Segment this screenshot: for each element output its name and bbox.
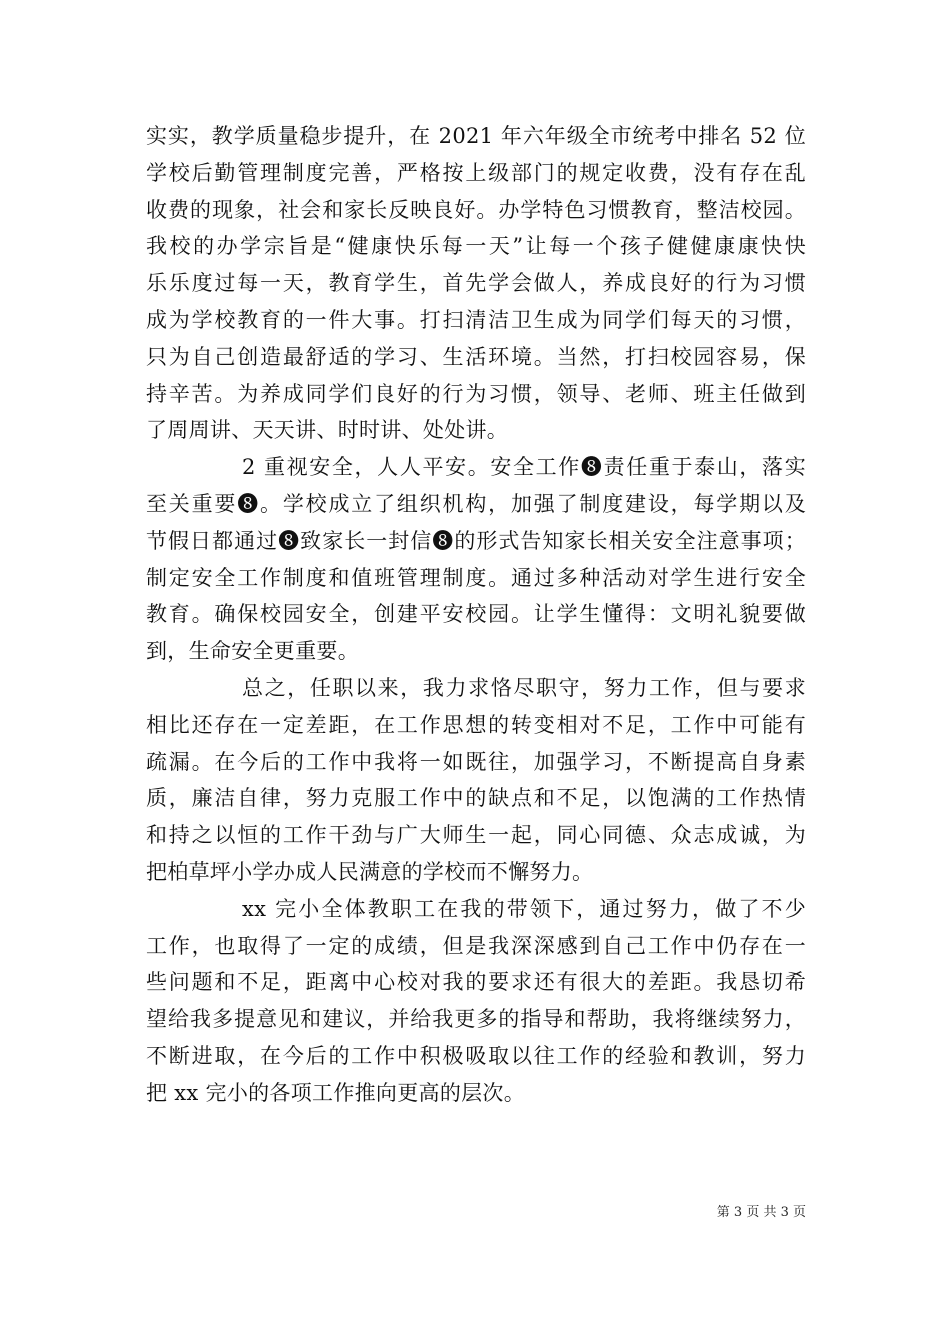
page-number-footer: 第 3 页 共 3 页 [716, 1205, 806, 1220]
text-line: 持辛苦。为养成同学们良好的行为习惯，领导、老师、班主任做到 [146, 381, 806, 406]
text-line: 了周周讲、天天讲、时时讲、处处讲。 [146, 418, 509, 443]
text-line: 2 重视安全，人人平安。安全工作❽责任重于泰山，落实 [242, 455, 806, 480]
text-line: 乐乐度过每一天，教育学生，首先学会做人，养成良好的行为习惯 [146, 271, 806, 296]
text-line: 和持之以恒的工作干劲与广大师生一起，同心同德、众志成诚，为 [146, 823, 806, 848]
text-line: 到，生命安全更重要。 [146, 639, 359, 664]
text-line: 学校后勤管理制度完善，严格按上级部门的规定收费，没有存在乱 [146, 160, 806, 185]
text-line: 质，廉洁自律，努力克服工作中的缺点和不足，以饱满的工作热情 [146, 786, 806, 811]
text-line: 工作，也取得了一定的成绩，但是我深深感到自己工作中仍存在一 [146, 933, 806, 958]
text-line: 疏漏。在今后的工作中我将一如既往，加强学习，不断提高自身素 [146, 749, 806, 774]
text-line: 我校的办学宗旨是“健康快乐每一天”让每一个孩子健健康康快快 [146, 234, 806, 259]
text-line: 些问题和不足，距离中心校对我的要求还有很大的差距。我恳切希 [146, 970, 806, 995]
paragraph-management [146, 118, 806, 449]
paragraph-safety [146, 449, 806, 670]
document-body [146, 118, 806, 1112]
text-line: 总之，任职以来，我力求恪尽职守，努力工作，但与要求 [242, 675, 806, 700]
text-line: 不断进取，在今后的工作中积极吸取以往工作的经验和教训，努力 [146, 1043, 806, 1068]
text-line: 把 xx 完小的各项工作推向更高的层次。 [146, 1080, 526, 1105]
text-line: 制定安全工作制度和值班管理制度。通过多种活动对学生进行安全 [146, 565, 806, 590]
text-line: 节假日都通过❽致家长一封信❽的形式告知家长相关安全注意事项； [146, 528, 806, 553]
text-line: 收费的现象，社会和家长反映良好。办学特色习惯教育，整洁校园。 [146, 197, 806, 222]
text-line: 实实，教学质量稳步提升，在 2021 年六年级全市统考中排名 52 位 [146, 124, 806, 148]
text-line: 教育。确保校园安全，创建平安校园。让学生懂得：文明礼貌要做 [146, 602, 806, 627]
text-line: 相比还存在一定差距，在工作思想的转变相对不足，工作中可能有 [146, 712, 806, 737]
text-line: 至关重要❽。学校成立了组织机构，加强了制度建设，每学期以及 [146, 491, 806, 516]
paragraph-summary [146, 670, 806, 891]
text-line: 只为自己创造最舒适的学习、生活环境。当然，打扫校园容易，保 [146, 344, 806, 369]
text-line: 把柏草坪小学办成人民满意的学校而不懈努力。 [146, 859, 594, 884]
text-line: xx 完小全体教职工在我的带领下，通过努力，做了不少 [242, 896, 806, 921]
paragraph-conclusion [146, 891, 806, 1112]
text-line: 望给我多提意见和建议，并给我更多的指导和帮助，我将继续努力， [146, 1007, 806, 1032]
text-line: 成为学校教育的一件大事。打扫清洁卫生成为同学们每天的习惯， [146, 307, 806, 332]
